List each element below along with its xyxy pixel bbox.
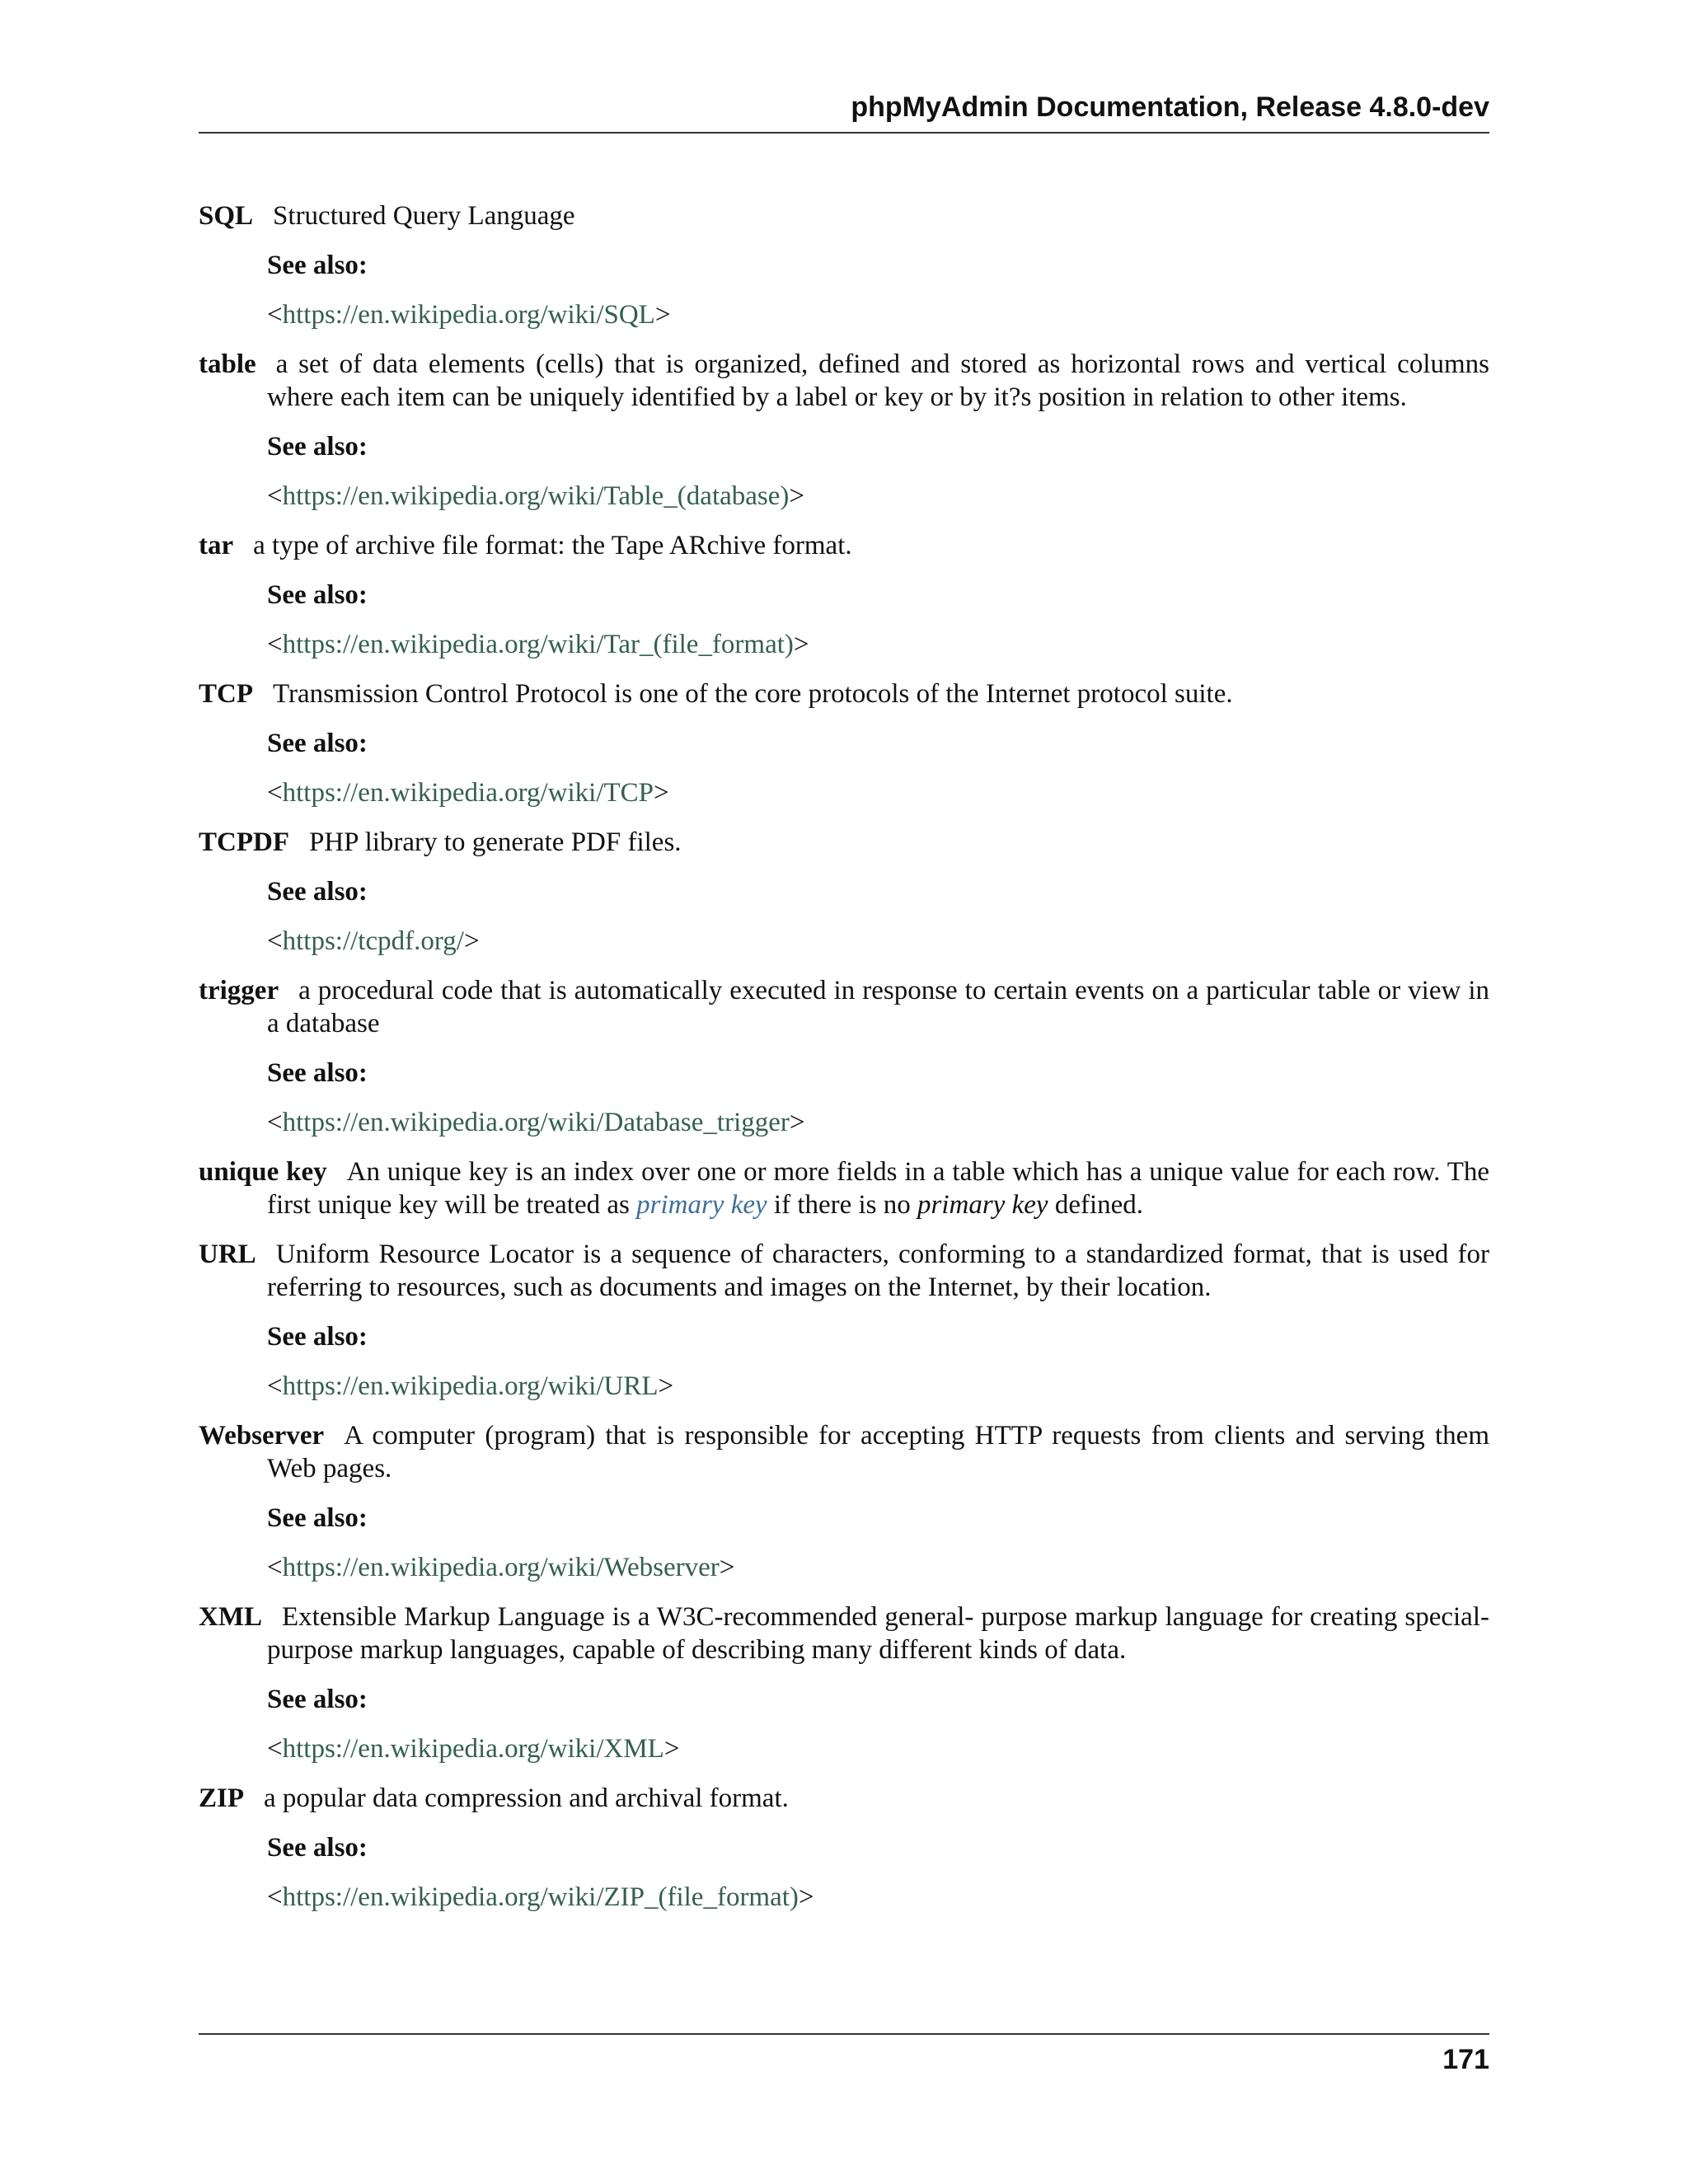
term: trigger	[199, 976, 279, 1005]
see-also-label: See also:	[267, 432, 368, 462]
definition-text: a type of archive file format: the Tape ARchive format.	[253, 531, 852, 560]
definition-text: a popular data compression and archival format.	[264, 1783, 789, 1813]
term: TCP	[199, 679, 253, 709]
glossary-entry-url	[199, 1238, 1489, 1403]
external-link[interactable]: https://tcpdf.org/	[282, 926, 464, 956]
definition-text: Uniform Resource Locator is a sequence of characters, conforming to a standardized format, that is used for referring to resources, such as documents and images on the Internet, by their location.	[267, 1240, 1489, 1302]
see-also-reference: <https://en.wikipedia.org/wiki/XML>	[267, 1734, 680, 1764]
term: ZIP	[199, 1783, 245, 1813]
see-also-reference: <https://en.wikipedia.org/wiki/Database_trigger>	[267, 1108, 805, 1137]
definition-text: A computer (program) that is responsible for accepting HTTP requests from clients and serving them Web pages.	[267, 1421, 1489, 1483]
see-also-reference: <https://en.wikipedia.org/wiki/URL>	[267, 1371, 674, 1401]
definition	[199, 199, 1489, 232]
term: tar	[199, 531, 234, 560]
term: TCPDF	[199, 827, 289, 857]
definition	[199, 1782, 1489, 1815]
term: SQL	[199, 201, 254, 231]
term: URL	[199, 1240, 256, 1269]
see-also-reference: <https://en.wikipedia.org/wiki/Webserver>	[267, 1553, 735, 1582]
definition-text: Structured Query Language	[273, 201, 575, 231]
see-also-label: See also:	[267, 580, 368, 610]
definition-text: defined.	[1054, 1190, 1144, 1220]
page-footer	[199, 2033, 1489, 2083]
document-title: phpMyAdmin Documentation, Release 4.8.0-dev	[851, 91, 1489, 123]
page-header	[199, 89, 1489, 134]
definition-text: a procedural code that is automatically executed in response to certain events on a particular table or view in a database	[267, 976, 1489, 1038]
see-also-label: See also:	[267, 1058, 368, 1088]
glossary-entry-tcpdf	[199, 826, 1489, 958]
see-also-reference: <https://en.wikipedia.org/wiki/ZIP_(file_format)>	[267, 1882, 814, 1912]
see-also-label: See also:	[267, 877, 368, 907]
external-link[interactable]: https://en.wikipedia.org/wiki/Tar_(file_format)	[282, 630, 794, 659]
external-link[interactable]: https://en.wikipedia.org/wiki/Database_trigger	[282, 1108, 790, 1137]
definition-text: Extensible Markup Language is a W3C-recommended general- purpose markup language for creating special-purpose markup languages, capable of describing many different kinds of data.	[267, 1602, 1489, 1665]
see-also-label: See also:	[267, 729, 368, 758]
definition-text: PHP library to generate PDF files.	[309, 827, 682, 857]
term: unique key	[199, 1157, 327, 1187]
external-link[interactable]: https://en.wikipedia.org/wiki/Table_(database)	[282, 481, 790, 511]
emphasis-text: primary key	[917, 1190, 1048, 1220]
glossary-entry-sql	[199, 199, 1489, 331]
definition-text: Transmission Control Protocol is one of the core protocols of the Internet protocol suite.	[273, 679, 1233, 709]
definition	[199, 826, 1489, 859]
definition-text: An unique key is an index over one or more fields in a table which has a unique value for each row. The first unique key will be treated as	[267, 1157, 1489, 1220]
glossary-entry-zip	[199, 1782, 1489, 1914]
primary-key-link[interactable]: primary key	[636, 1190, 767, 1220]
definition	[199, 974, 1489, 1040]
definition	[199, 348, 1489, 414]
glossary-entry-webserver	[199, 1419, 1489, 1584]
see-also-reference: <https://en.wikipedia.org/wiki/Tar_(file_format)>	[267, 630, 809, 659]
see-also-reference: <https://tcpdf.org/>	[267, 926, 480, 956]
definition	[199, 677, 1489, 710]
external-link[interactable]: https://en.wikipedia.org/wiki/ZIP_(file_format)	[282, 1882, 799, 1912]
glossary-entry-tar	[199, 529, 1489, 661]
external-link[interactable]: https://en.wikipedia.org/wiki/TCP	[282, 778, 654, 808]
definition-text: a set of data elements (cells) that is organized, defined and stored as horizontal rows and vertical columns where each item can be uniquely identified by a label or key or by it?s position in relation to other items.	[267, 349, 1489, 412]
definition	[199, 529, 1489, 562]
definition	[199, 1419, 1489, 1485]
glossary-entry-trigger	[199, 974, 1489, 1139]
see-also-reference: <https://en.wikipedia.org/wiki/Table_(database)>	[267, 481, 805, 511]
definition-text: if there is no	[773, 1190, 911, 1220]
glossary-entry-xml	[199, 1601, 1489, 1765]
see-also-label: See also:	[267, 1322, 368, 1352]
external-link[interactable]: https://en.wikipedia.org/wiki/URL	[282, 1371, 659, 1401]
definition	[199, 1601, 1489, 1666]
definition	[199, 1155, 1489, 1221]
see-also-label: See also:	[267, 1503, 368, 1533]
definition	[199, 1238, 1489, 1304]
term: XML	[199, 1602, 262, 1632]
external-link[interactable]: https://en.wikipedia.org/wiki/Webserver	[282, 1553, 720, 1582]
term: Webserver	[199, 1421, 325, 1451]
external-link[interactable]: https://en.wikipedia.org/wiki/SQL	[282, 300, 655, 330]
glossary-list	[199, 199, 1489, 1930]
term: table	[199, 349, 256, 379]
see-also-label: See also:	[267, 1685, 368, 1714]
glossary-entry-unique-key	[199, 1155, 1489, 1221]
see-also-reference: <https://en.wikipedia.org/wiki/TCP>	[267, 778, 669, 808]
external-link[interactable]: https://en.wikipedia.org/wiki/XML	[282, 1734, 664, 1764]
page-number: 171	[1442, 2044, 1489, 2075]
see-also-reference: <https://en.wikipedia.org/wiki/SQL>	[267, 300, 671, 330]
see-also-label: See also:	[267, 1833, 368, 1863]
glossary-entry-table	[199, 348, 1489, 513]
glossary-entry-tcp	[199, 677, 1489, 809]
see-also-label: See also:	[267, 251, 368, 280]
